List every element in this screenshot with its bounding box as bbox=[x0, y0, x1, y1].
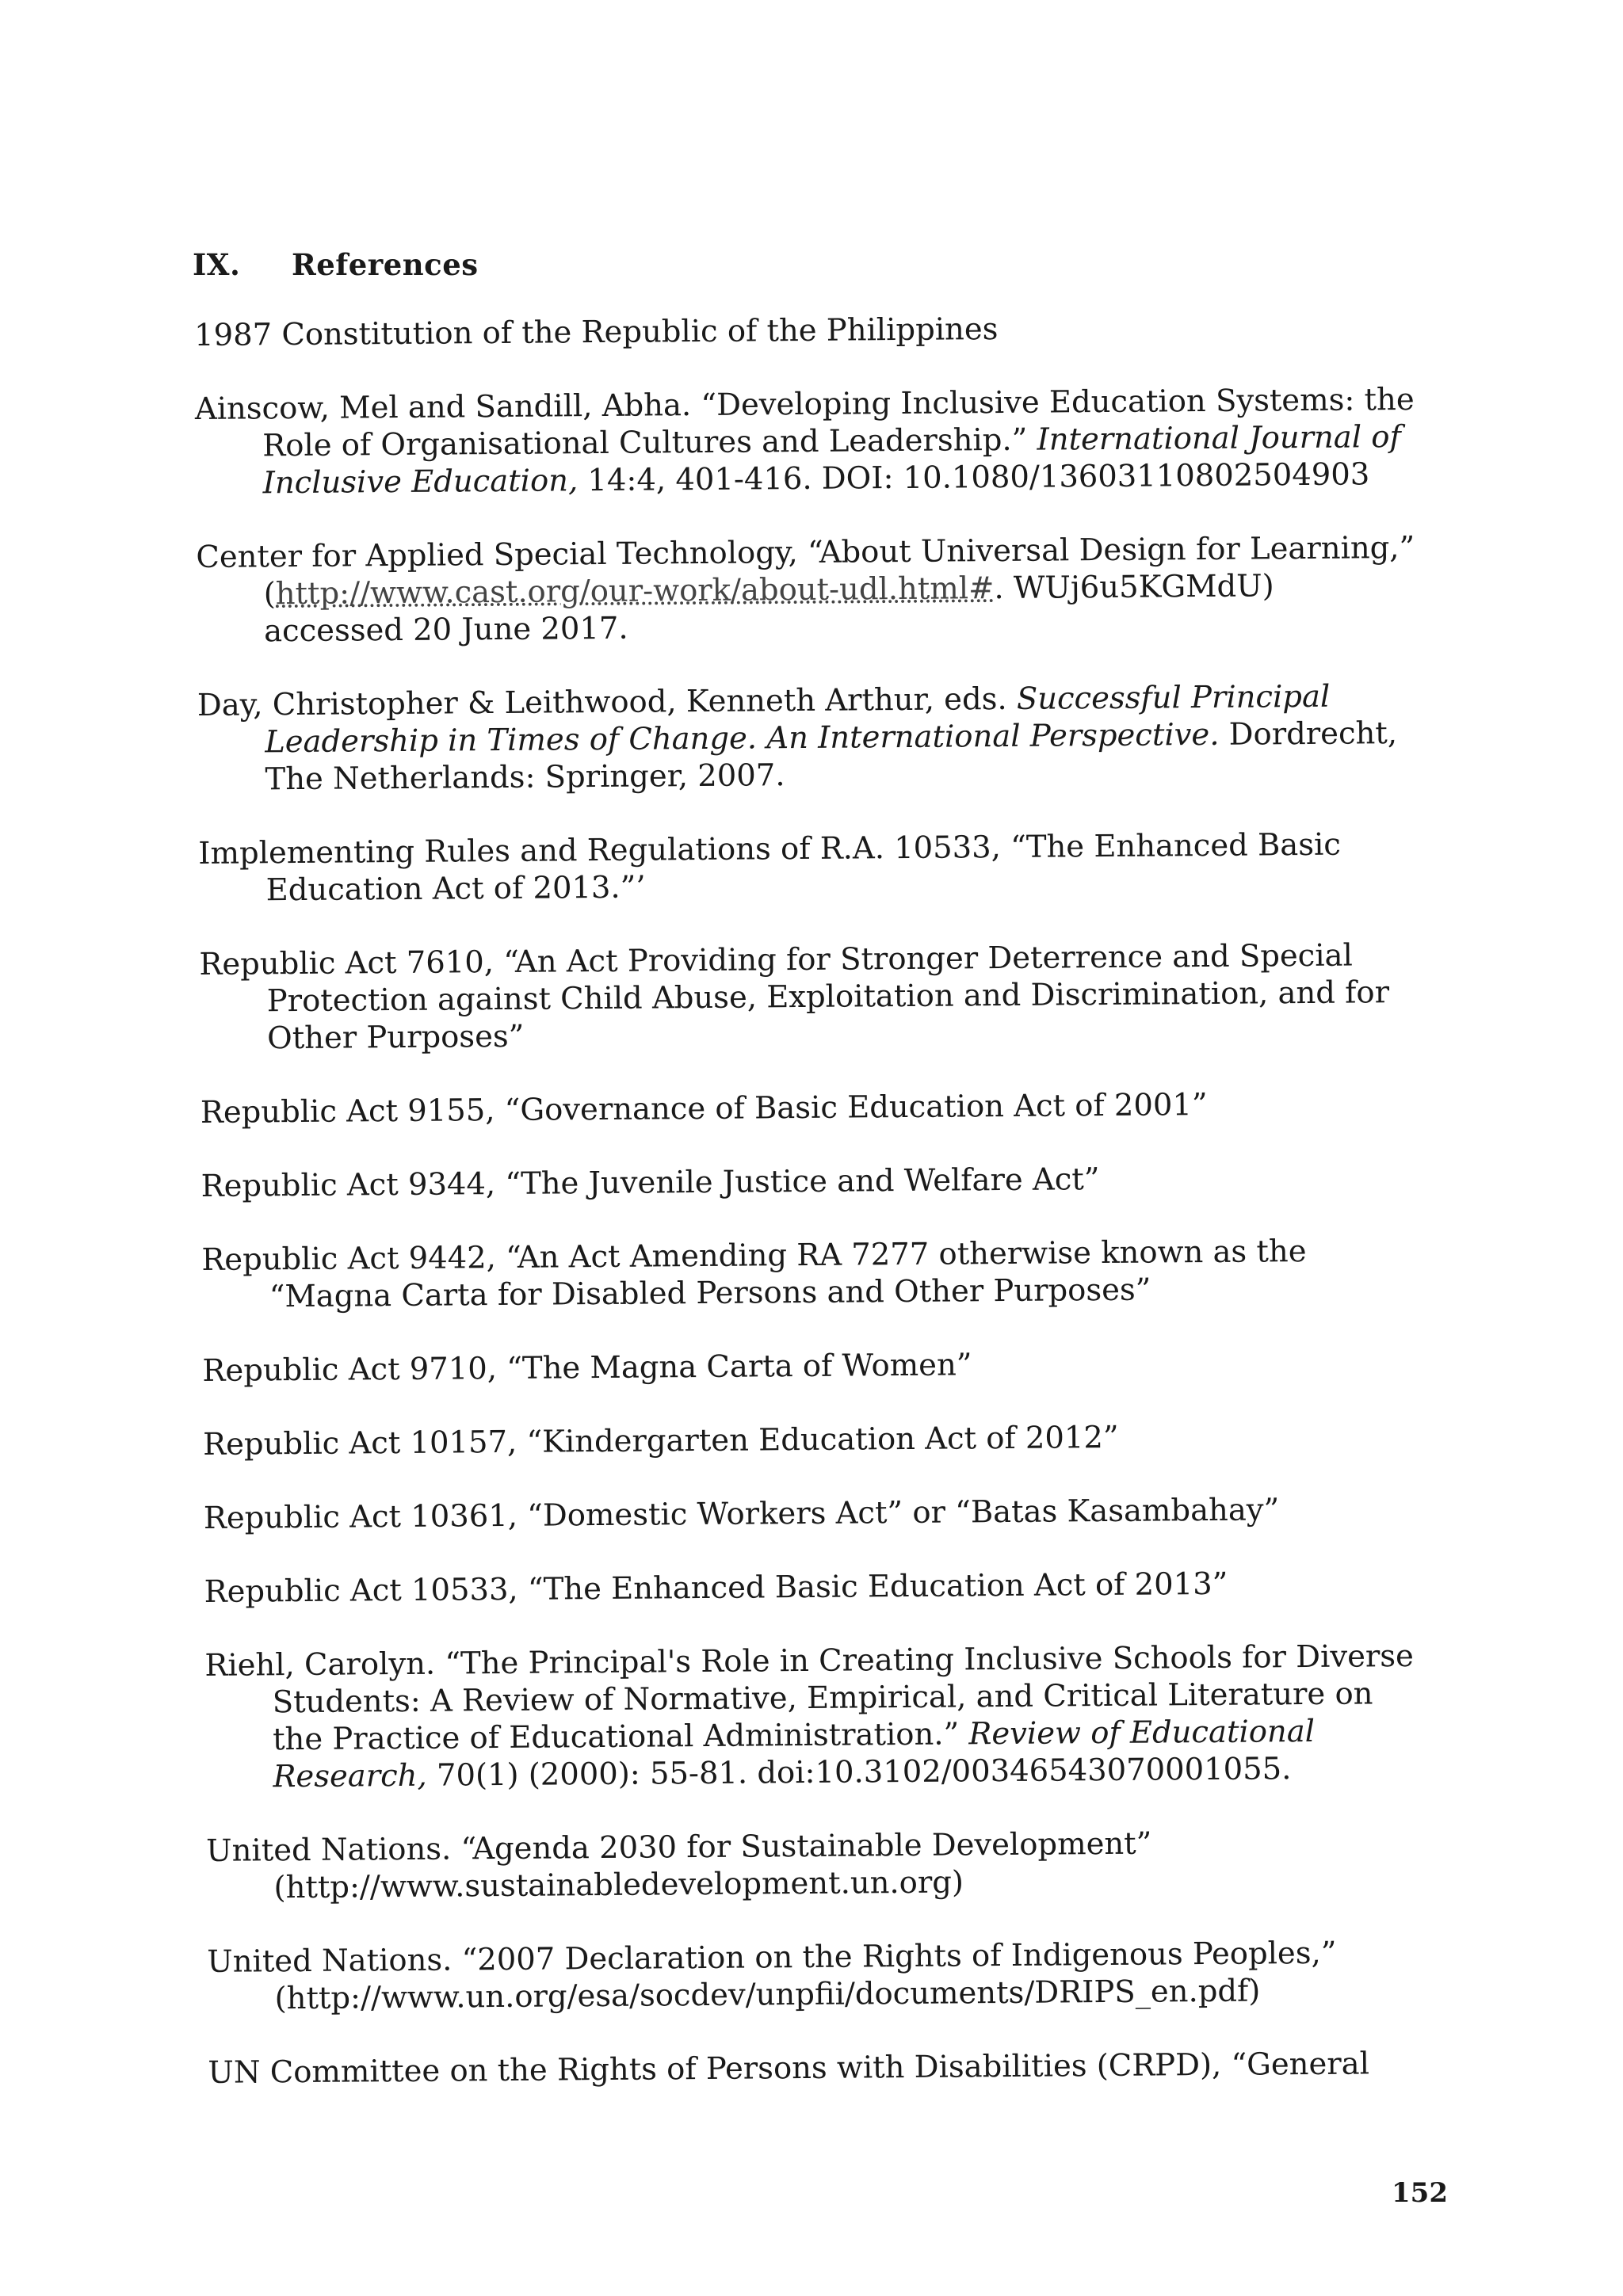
reference-text: Riehl, Carolyn. “The Principal's Role in Creating Inclusive Schools for Diverse Students: A Review of Normative, Empirical, and Critical Literature on the Practice of Educational Administration.” bbox=[204, 1638, 1415, 1758]
reference-entry bbox=[208, 2045, 1428, 2092]
reference-text: Republic Act 9344, “The Juvenile Justice and Welfare Act” bbox=[200, 1161, 1100, 1204]
page-number: 152 bbox=[1392, 2177, 1448, 2209]
reference-entry bbox=[198, 826, 1419, 910]
reference-entry bbox=[201, 1232, 1423, 1316]
reference-entry bbox=[204, 1564, 1424, 1611]
reference-entry bbox=[199, 936, 1420, 1058]
reference-entry bbox=[203, 1417, 1423, 1463]
reference-entry bbox=[202, 1343, 1423, 1390]
reference-entry bbox=[197, 677, 1419, 799]
reference-text: 1987 Constitution of the Republic of the Philippines bbox=[194, 311, 999, 353]
reference-journal: International Journal of Inclusive Education, bbox=[262, 419, 1401, 502]
reference-entry bbox=[206, 1823, 1427, 1907]
reference-text: . WUj6u5KGMdU) accessed 20 June 2017. bbox=[263, 568, 1274, 650]
reference-text: United Nations. “Agenda 2030 for Sustainable Development” (http://www.sustainabledevelopment.un.org) bbox=[206, 1825, 1152, 1906]
reference-book-title: Successful Principal Leadership in Times of Change. An International Perspective. bbox=[265, 678, 1331, 761]
reference-text: UN Committee on the Rights of Persons with Disabilities (CRPD), “General bbox=[208, 2046, 1370, 2091]
section-numeral: IX. bbox=[193, 247, 241, 282]
reference-text: Republic Act 9155, “Governance of Basic Education Act of 2001” bbox=[200, 1086, 1208, 1131]
reference-entry bbox=[195, 381, 1416, 502]
reference-text: Republic Act 10533, “The Enhanced Basic Education Act of 2013” bbox=[204, 1566, 1228, 1610]
reference-link[interactable]: http://www.cast.org/our-work/about-udl.html# bbox=[275, 570, 995, 612]
reference-text: Center for Applied Special Technology, “About Universal Design for Learning,” ( bbox=[196, 529, 1415, 612]
reference-text: Day, Christopher & Leithwood, Kenneth Arthur, eds. bbox=[197, 681, 1018, 723]
reference-entry bbox=[200, 1158, 1421, 1205]
section-heading bbox=[193, 247, 479, 282]
reference-text: Republic Act 9710, “The Magna Carta of Women” bbox=[202, 1347, 972, 1389]
reference-entry bbox=[207, 1934, 1428, 2018]
reference-entry bbox=[204, 1490, 1424, 1537]
section-title: References bbox=[292, 247, 479, 282]
reference-text: Implementing Rules and Regulations of R.A. 10533, “The Enhanced Basic Education Act of 2013.”’ bbox=[198, 826, 1342, 909]
reference-entry bbox=[196, 529, 1417, 650]
reference-text: Republic Act 9442, “An Act Amending RA 7277 otherwise known as the “Magna Carta for Disabled Persons and Other Purposes” bbox=[201, 1234, 1307, 1315]
reference-journal: Review of Educational Research, bbox=[273, 1713, 1316, 1795]
reference-text: Ainscow, Mel and Sandill, Abha. “Developing Inclusive Education Systems: the Role of Organisational Cultures and Leadership.” bbox=[194, 381, 1415, 464]
reference-text: Republic Act 10157, “Kindergarten Education Act of 2012” bbox=[203, 1419, 1119, 1463]
reference-text: 14:4, 401-416. DOI: 10.1080/13603110802504903 bbox=[578, 456, 1370, 499]
reference-text: Dordrecht, The Netherlands: Springer, 2007. bbox=[265, 715, 1398, 798]
reference-text: Republic Act 10361, “Domestic Workers Act” or “Batas Kasambahay” bbox=[203, 1492, 1280, 1536]
reference-text: 70(1) (2000): 55-81. doi:10.3102/00346543070001055. bbox=[426, 1751, 1292, 1794]
reference-list bbox=[194, 307, 1429, 2128]
reference-entry bbox=[200, 1085, 1421, 1131]
reference-entry bbox=[194, 307, 1415, 354]
reference-text: United Nations. “2007 Declaration on the Rights of Indigenous Peoples,” (http://www.un.org/esa/socdev/unpfii/documents/DRIPS_en.pdf) bbox=[207, 1935, 1337, 2017]
reference-text: Republic Act 7610, “An Act Providing for Stronger Deterrence and Special Protection against Child Abuse, Exploitation and Discrimination, and for Other Purposes” bbox=[199, 937, 1390, 1057]
reference-entry bbox=[204, 1638, 1426, 1796]
